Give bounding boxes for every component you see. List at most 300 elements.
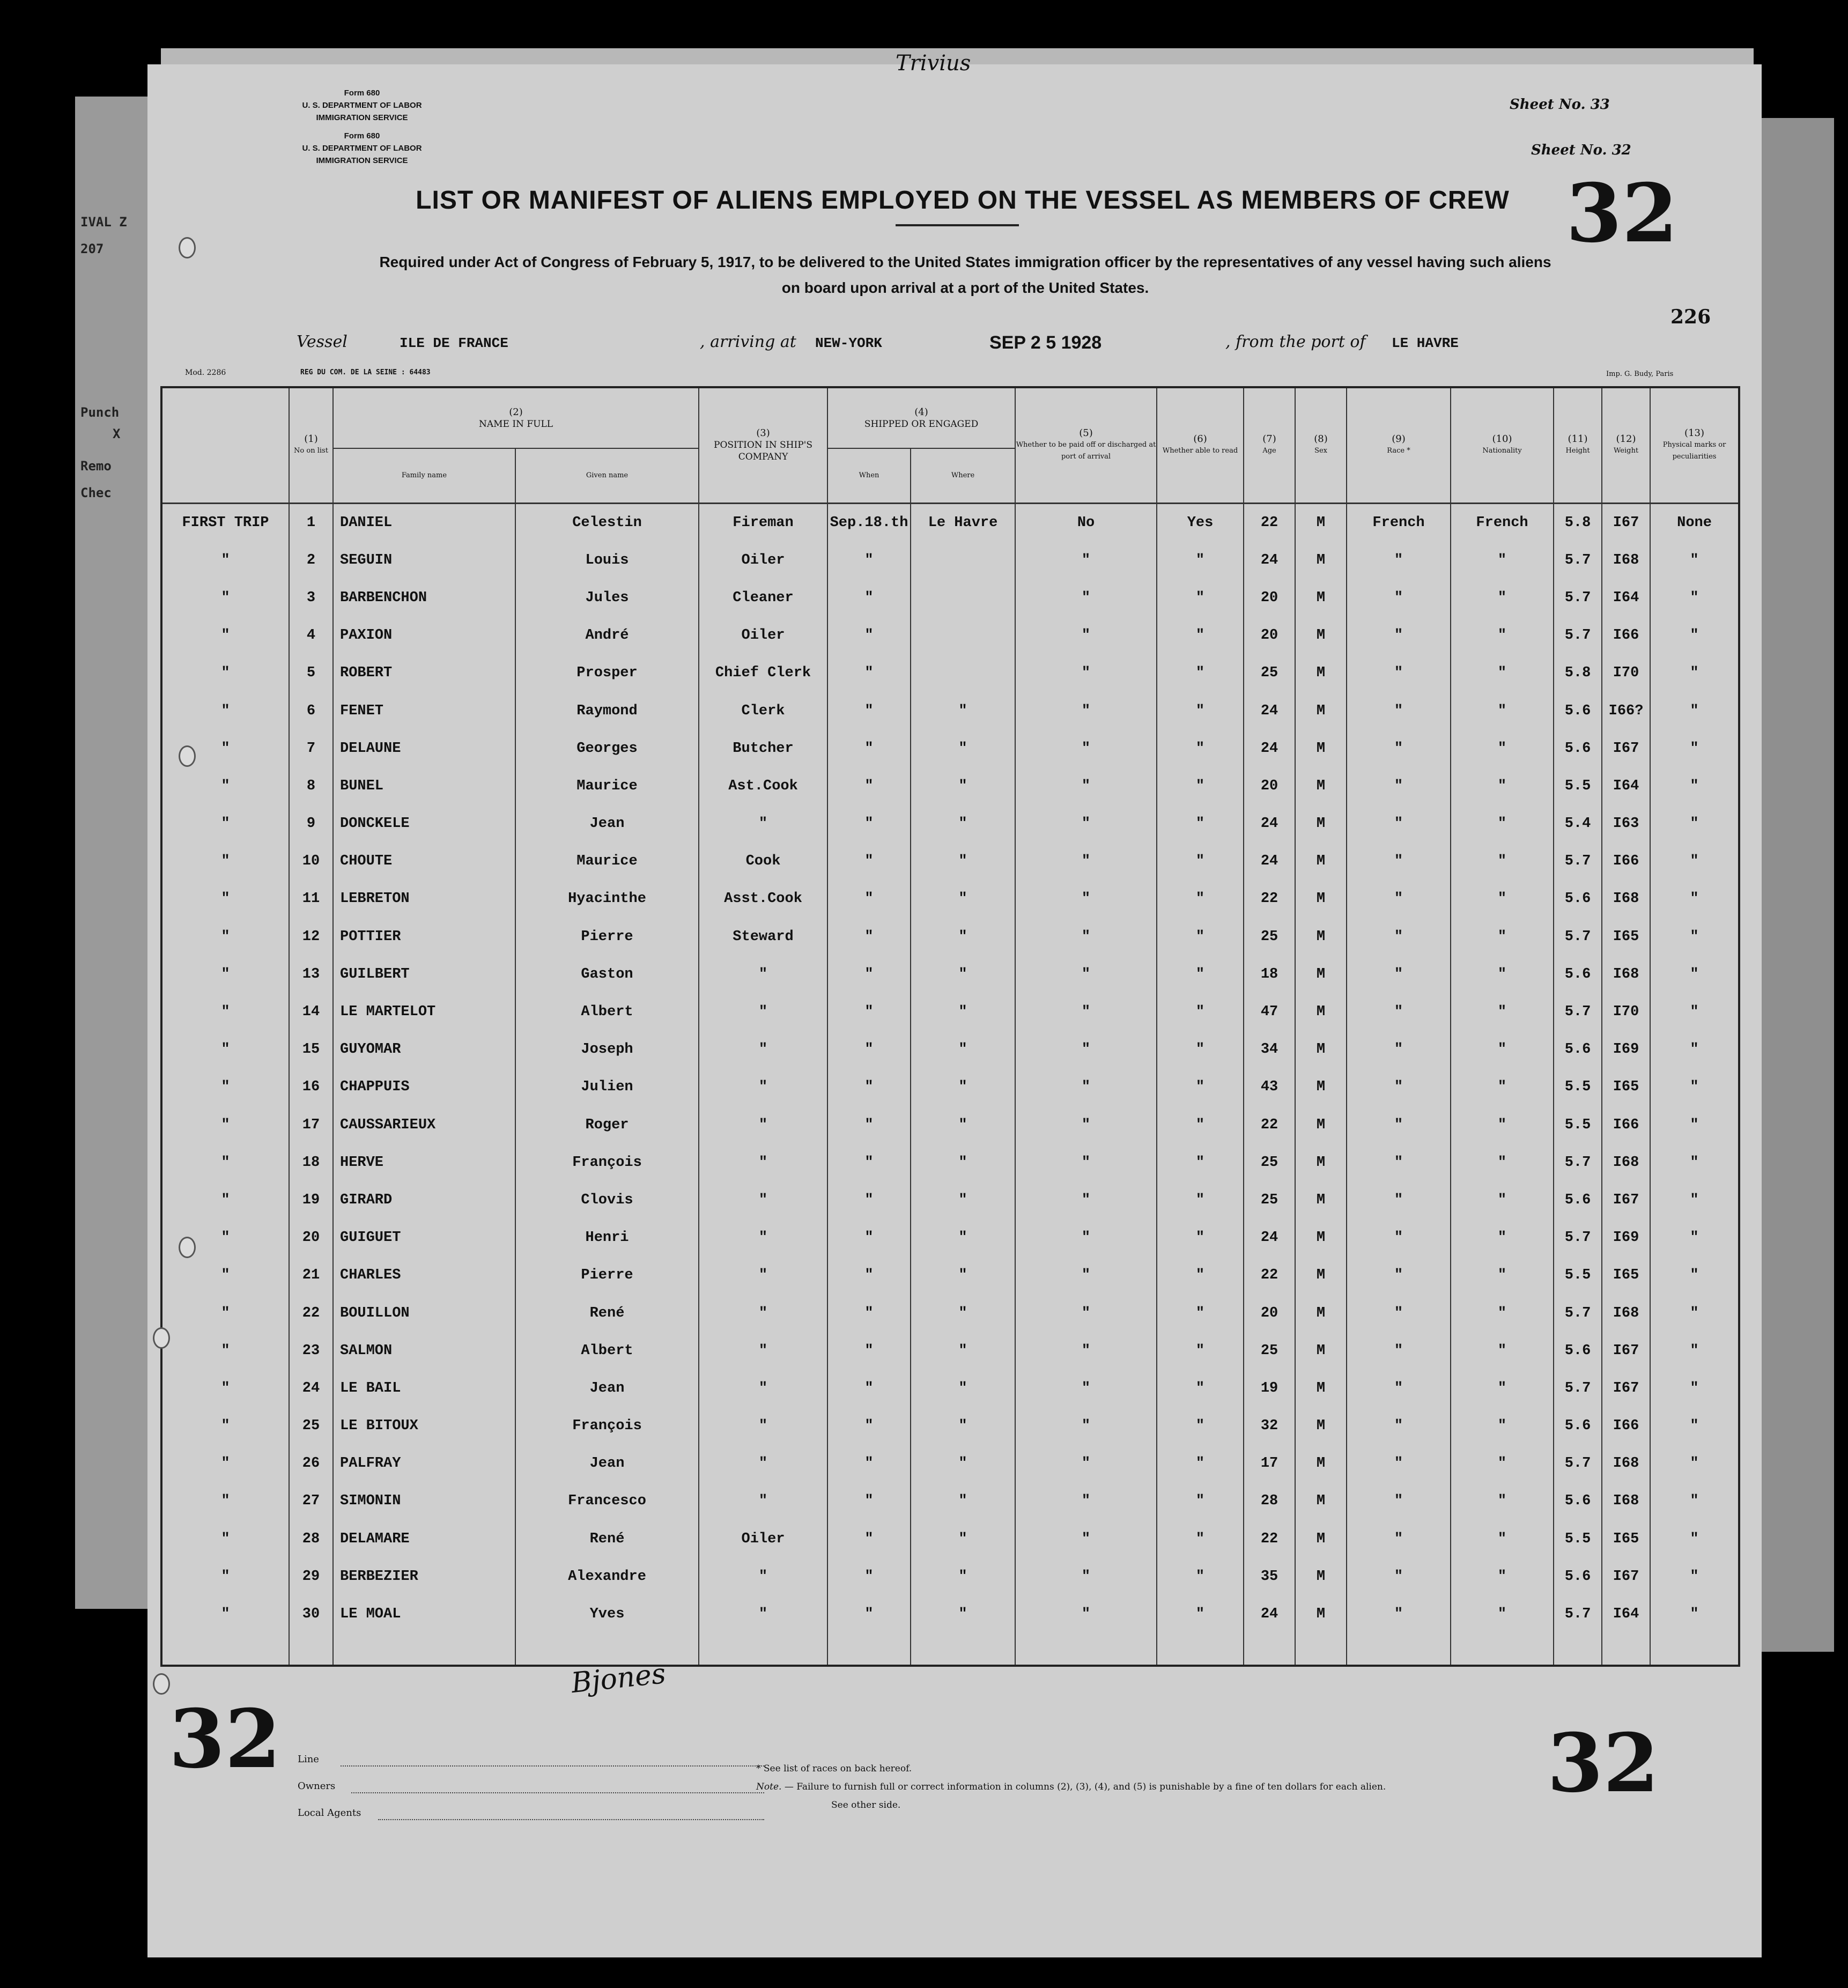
- read-cell: ": [1157, 1332, 1244, 1370]
- sheet-stamp: 32: [1547, 1716, 1659, 1810]
- position-cell: Cleaner: [699, 579, 827, 617]
- when-cell: ": [827, 1482, 911, 1520]
- no-cell: 11: [289, 880, 333, 918]
- paid-cell: ": [1015, 1181, 1157, 1219]
- col-sex-header: [1295, 388, 1347, 503]
- marks-cell: ": [1690, 665, 1699, 682]
- where-cell: ": [911, 805, 1015, 843]
- marks-cell: ": [1690, 1568, 1699, 1585]
- col-num: (7): [1262, 433, 1276, 445]
- height-cell: 5.7: [1554, 843, 1602, 880]
- weight-cell: I67: [1602, 1558, 1650, 1595]
- age-cell: 20: [1244, 767, 1295, 805]
- height-cell: 5.8: [1554, 654, 1602, 692]
- strip-text: Remo: [80, 459, 112, 474]
- age-cell: 22: [1244, 1257, 1295, 1294]
- race-cell: ": [1347, 579, 1451, 617]
- height-cell: 5.6: [1554, 1181, 1602, 1219]
- read-cell: ": [1157, 1520, 1244, 1558]
- trip-cell: ": [162, 1144, 289, 1181]
- table-row: [162, 617, 1738, 654]
- sex-cell: M: [1295, 1370, 1347, 1407]
- sex-cell: M: [1295, 1031, 1347, 1068]
- age-cell: 24: [1244, 692, 1295, 729]
- nationality-cell: ": [1451, 1181, 1554, 1219]
- sex-cell: M: [1295, 730, 1347, 767]
- when-cell: ": [827, 1520, 911, 1558]
- trip-cell: ": [162, 843, 289, 880]
- marks-cell: ": [1690, 966, 1699, 982]
- sheet-number: Sheet No. 33: [1510, 97, 1610, 113]
- sex-cell: M: [1295, 1181, 1347, 1219]
- col-num: (5): [1079, 427, 1093, 439]
- weight-cell: I65: [1602, 1068, 1650, 1106]
- when-cell: ": [827, 1294, 911, 1332]
- race-cell: ": [1347, 1257, 1451, 1294]
- weight-cell: I66: [1602, 1106, 1650, 1144]
- paid-cell: ": [1015, 767, 1157, 805]
- trip-cell: ": [162, 880, 289, 918]
- trip-cell: ": [162, 1068, 289, 1106]
- age-cell: 20: [1244, 1294, 1295, 1332]
- blank-cell: [827, 1633, 911, 1665]
- marks-cell: ": [1690, 627, 1699, 644]
- vessel-label: Vessel: [297, 332, 348, 351]
- col-where-header: Where: [911, 448, 1015, 503]
- race-cell: ": [1347, 654, 1451, 692]
- nationality-cell: ": [1451, 843, 1554, 880]
- no-cell: 22: [289, 1294, 333, 1332]
- marks-cell: ": [1690, 552, 1699, 568]
- nationality-cell: ": [1451, 1558, 1554, 1595]
- age-cell: 25: [1244, 1144, 1295, 1181]
- when-cell: ": [827, 1106, 911, 1144]
- sheet-stamp: 32: [169, 1692, 281, 1786]
- age-cell: 22: [1244, 1106, 1295, 1144]
- right-margin-strip: [1754, 118, 1834, 1652]
- when-cell: ": [827, 1595, 911, 1633]
- age-cell: 20: [1244, 617, 1295, 654]
- strip-text: Chec: [80, 485, 112, 500]
- trip-cell: ": [162, 1332, 289, 1370]
- position-cell: Chief Clerk: [699, 654, 827, 692]
- trip-cell: ": [162, 730, 289, 767]
- strip-text: IVAL Z: [80, 215, 127, 230]
- race-cell: ": [1347, 1407, 1451, 1445]
- trip-cell: ": [162, 1370, 289, 1407]
- family-name-cell: BOUILLON: [333, 1294, 515, 1332]
- nationality-cell: ": [1451, 617, 1554, 654]
- no-cell: 24: [289, 1370, 333, 1407]
- read-cell: ": [1157, 1219, 1244, 1257]
- given-name-cell: Jules: [515, 579, 699, 617]
- nationality-cell: ": [1451, 542, 1554, 579]
- race-cell: ": [1347, 805, 1451, 843]
- race-cell: ": [1347, 617, 1451, 654]
- given-name-cell: Henri: [515, 1219, 699, 1257]
- trip-cell: ": [162, 1407, 289, 1445]
- position-cell: ": [699, 1031, 827, 1068]
- paid-cell: ": [1015, 1294, 1157, 1332]
- age-cell: 43: [1244, 1068, 1295, 1106]
- marks-cell: ": [1690, 1117, 1699, 1133]
- col-family-name-header: Family name: [333, 448, 515, 503]
- where-cell: ": [911, 1257, 1015, 1294]
- trip-cell: ": [162, 1445, 289, 1482]
- trip-cell: ": [162, 805, 289, 843]
- weight-cell: I65: [1602, 1520, 1650, 1558]
- trip-cell: ": [162, 1106, 289, 1144]
- race-cell: ": [1347, 1031, 1451, 1068]
- manifest-page: [147, 51, 1762, 1957]
- col-label: Race *: [1387, 447, 1410, 455]
- weight-cell: I68: [1602, 880, 1650, 918]
- table-row: [162, 654, 1738, 692]
- where-cell: ": [911, 1445, 1015, 1482]
- col-num: (3): [756, 427, 770, 439]
- when-cell: ": [827, 730, 911, 767]
- nationality-cell: ": [1451, 1068, 1554, 1106]
- no-cell: 29: [289, 1558, 333, 1595]
- height-cell: 5.6: [1554, 1482, 1602, 1520]
- crew-rows: [162, 503, 1738, 1665]
- nationality-cell: ": [1451, 1370, 1554, 1407]
- col-age-header: [1244, 388, 1295, 503]
- where-cell: ": [911, 692, 1015, 729]
- where-cell: ": [911, 918, 1015, 956]
- marks-cell: ": [1690, 1531, 1699, 1547]
- weight-cell: I68: [1602, 1445, 1650, 1482]
- trip-cell: ": [162, 1257, 289, 1294]
- race-cell: ": [1347, 918, 1451, 956]
- position-cell: ": [699, 1181, 827, 1219]
- col-label: Height: [1565, 447, 1590, 455]
- when-cell: ": [827, 956, 911, 993]
- where-cell: ": [911, 1595, 1015, 1633]
- blank-cell: [1650, 1633, 1738, 1665]
- table-row: [162, 880, 1738, 918]
- read-cell: ": [1157, 1106, 1244, 1144]
- weight-cell: I68: [1602, 1294, 1650, 1332]
- given-name-cell: Hyacinthe: [515, 880, 699, 918]
- height-cell: 5.5: [1554, 1106, 1602, 1144]
- where-cell: ": [911, 1031, 1015, 1068]
- position-cell: Oiler: [699, 1520, 827, 1558]
- given-name-cell: Julien: [515, 1068, 699, 1106]
- table-row: [162, 1257, 1738, 1294]
- given-name-cell: Raymond: [515, 692, 699, 729]
- family-name-cell: DELAUNE: [333, 730, 515, 767]
- position-cell: Ast.Cook: [699, 767, 827, 805]
- race-cell: ": [1347, 767, 1451, 805]
- sex-cell: M: [1295, 843, 1347, 880]
- marks-cell: ": [1690, 1192, 1699, 1208]
- punch-hole: [179, 237, 196, 258]
- height-cell: 5.6: [1554, 880, 1602, 918]
- family-name-cell: LE MOAL: [333, 1595, 515, 1633]
- weight-cell: I64: [1602, 579, 1650, 617]
- marks-cell: ": [1690, 928, 1699, 945]
- read-cell: ": [1157, 1257, 1244, 1294]
- marks-cell: ": [1690, 853, 1699, 870]
- trip-cell: ": [162, 767, 289, 805]
- marks-cell: ": [1690, 740, 1699, 757]
- subtitle-line: Required under Act of Congress of February 5, 1917, to be delivered to the United States immigration officer by the representatives of any vessel having such aliens: [379, 254, 1551, 270]
- where-cell: ": [911, 1370, 1015, 1407]
- where-cell: ": [911, 767, 1015, 805]
- age-cell: 32: [1244, 1407, 1295, 1445]
- read-cell: ": [1157, 1407, 1244, 1445]
- sex-cell: M: [1295, 880, 1347, 918]
- when-cell: ": [827, 880, 911, 918]
- table-row: [162, 1031, 1738, 1068]
- nationality-cell: ": [1451, 993, 1554, 1031]
- nationality-cell: ": [1451, 692, 1554, 729]
- family-name-cell: ROBERT: [333, 654, 515, 692]
- height-cell: 5.7: [1554, 1370, 1602, 1407]
- height-cell: 5.7: [1554, 918, 1602, 956]
- position-cell: ": [699, 1407, 827, 1445]
- sex-cell: M: [1295, 692, 1347, 729]
- read-cell: ": [1157, 767, 1244, 805]
- where-cell: ": [911, 843, 1015, 880]
- registration: REG DU COM. DE LA SEINE : 64483: [300, 368, 431, 376]
- sex-cell: M: [1295, 805, 1347, 843]
- no-cell: 9: [289, 805, 333, 843]
- family-name-cell: GUIGUET: [333, 1219, 515, 1257]
- col-num: (13): [1684, 427, 1704, 439]
- weight-cell: I67: [1602, 730, 1650, 767]
- race-cell: ": [1347, 692, 1451, 729]
- race-cell: ": [1347, 542, 1451, 579]
- nationality-cell: ": [1451, 880, 1554, 918]
- given-name-cell: Prosper: [515, 654, 699, 692]
- marks-cell: ": [1690, 1079, 1699, 1096]
- table-row: [162, 1370, 1738, 1407]
- nationality-cell: ": [1451, 767, 1554, 805]
- position-cell: ": [699, 1294, 827, 1332]
- race-cell: ": [1347, 1445, 1451, 1482]
- family-name-cell: LEBRETON: [333, 880, 515, 918]
- family-name-cell: CHARLES: [333, 1257, 515, 1294]
- title-underline: [896, 224, 1019, 226]
- age-cell: 24: [1244, 730, 1295, 767]
- table-row: [162, 730, 1738, 767]
- when-cell: ": [827, 617, 911, 654]
- height-cell: 5.6: [1554, 1332, 1602, 1370]
- sex-cell: M: [1295, 1482, 1347, 1520]
- race-cell: ": [1347, 1106, 1451, 1144]
- marks-cell: ": [1690, 1455, 1699, 1472]
- family-name-cell: SEGUIN: [333, 542, 515, 579]
- col-label: Whether able to read: [1162, 447, 1238, 455]
- vessel-name: ILE DE FRANCE: [400, 335, 508, 351]
- blank-cell: [1295, 1633, 1347, 1665]
- family-name-cell: PAXION: [333, 617, 515, 654]
- read-cell: ": [1157, 692, 1244, 729]
- read-cell: ": [1157, 1144, 1244, 1181]
- marks-cell: ": [1690, 589, 1699, 606]
- col-height-header: [1554, 388, 1602, 503]
- where-cell: ": [911, 1482, 1015, 1520]
- when-cell: ": [827, 1219, 911, 1257]
- table-row: [162, 579, 1738, 617]
- table-row: [162, 1445, 1738, 1482]
- col-shipped-header: [827, 388, 1015, 448]
- table-row: [162, 1482, 1738, 1520]
- read-cell: ": [1157, 1068, 1244, 1106]
- family-name-cell: POTTIER: [333, 918, 515, 956]
- weight-cell: I66?: [1602, 692, 1650, 729]
- no-cell: 3: [289, 579, 333, 617]
- when-cell: Sep.18.th: [827, 503, 911, 542]
- given-name-cell: Clovis: [515, 1181, 699, 1219]
- where-cell: ": [911, 1106, 1015, 1144]
- blank-cell: [1157, 1633, 1244, 1665]
- sex-cell: M: [1295, 1445, 1347, 1482]
- race-cell: ": [1347, 730, 1451, 767]
- where-cell: ": [911, 1520, 1015, 1558]
- race-cell: ": [1347, 1181, 1451, 1219]
- table-row: [162, 1294, 1738, 1332]
- where-cell: [911, 542, 1015, 579]
- position-cell: ": [699, 1482, 827, 1520]
- read-cell: ": [1157, 1181, 1244, 1219]
- col-label: No on list: [294, 447, 328, 455]
- when-cell: ": [827, 1257, 911, 1294]
- weight-cell: I64: [1602, 1595, 1650, 1633]
- marks-cell: ": [1690, 1041, 1699, 1058]
- read-cell: ": [1157, 1031, 1244, 1068]
- race-cell: ": [1347, 1332, 1451, 1370]
- family-name-cell: LE MARTELOT: [333, 993, 515, 1031]
- family-name-cell: GIRARD: [333, 1181, 515, 1219]
- table-row: [162, 1595, 1738, 1633]
- when-cell: ": [827, 767, 911, 805]
- blank-cell: [289, 1633, 333, 1665]
- where-cell: [911, 579, 1015, 617]
- trip-cell: ": [162, 617, 289, 654]
- blank-cell: [515, 1633, 699, 1665]
- table-row: [162, 1144, 1738, 1181]
- family-name-cell: DELAMARE: [333, 1520, 515, 1558]
- sex-cell: M: [1295, 1520, 1347, 1558]
- read-cell: ": [1157, 1445, 1244, 1482]
- age-cell: 22: [1244, 503, 1295, 542]
- age-cell: 19: [1244, 1370, 1295, 1407]
- given-name-cell: Celestin: [515, 503, 699, 542]
- read-cell: ": [1157, 993, 1244, 1031]
- paid-cell: ": [1015, 579, 1157, 617]
- position-cell: Asst.Cook: [699, 880, 827, 918]
- sex-cell: M: [1295, 579, 1347, 617]
- when-cell: ": [827, 805, 911, 843]
- family-name-cell: BUNEL: [333, 767, 515, 805]
- paid-cell: ": [1015, 1144, 1157, 1181]
- family-name-cell: BARBENCHON: [333, 579, 515, 617]
- marks-cell: ": [1690, 1154, 1699, 1171]
- weight-cell: I69: [1602, 1031, 1650, 1068]
- nationality-cell: ": [1451, 1144, 1554, 1181]
- nationality-cell: ": [1451, 1595, 1554, 1633]
- weight-cell: I63: [1602, 805, 1650, 843]
- height-cell: 5.7: [1554, 542, 1602, 579]
- sheet-stamp: 32: [1566, 166, 1678, 261]
- no-cell: 18: [289, 1144, 333, 1181]
- no-cell: 16: [289, 1068, 333, 1106]
- col-read-header: [1157, 388, 1244, 503]
- age-cell: 20: [1244, 579, 1295, 617]
- height-cell: 5.8: [1554, 503, 1602, 542]
- age-cell: 18: [1244, 956, 1295, 993]
- paid-cell: ": [1015, 1558, 1157, 1595]
- weight-cell: I68: [1602, 542, 1650, 579]
- col-label: Physical marks or peculiarities: [1662, 441, 1726, 461]
- col-given-name-header: Given name: [515, 448, 699, 503]
- weight-cell: I65: [1602, 918, 1650, 956]
- penalty-note: [756, 1782, 1598, 1792]
- read-cell: ": [1157, 956, 1244, 993]
- paid-cell: ": [1015, 1257, 1157, 1294]
- when-cell: ": [827, 1332, 911, 1370]
- when-cell: ": [827, 579, 911, 617]
- sex-cell: M: [1295, 1257, 1347, 1294]
- marks-cell: ": [1690, 1267, 1699, 1284]
- blank-cell: [1451, 1633, 1554, 1665]
- department: U. S. DEPARTMENT OF LABOR: [302, 101, 422, 110]
- paid-cell: ": [1015, 880, 1157, 918]
- height-cell: 5.6: [1554, 1558, 1602, 1595]
- position-cell: ": [699, 1219, 827, 1257]
- height-cell: 5.7: [1554, 1219, 1602, 1257]
- punch-hole: [179, 1237, 196, 1258]
- col-paid-header: [1015, 388, 1157, 503]
- marks-cell: ": [1690, 1004, 1699, 1021]
- trip-cell: ": [162, 654, 289, 692]
- marks-cell: ": [1690, 1606, 1699, 1623]
- note-label: Note.: [756, 1782, 782, 1792]
- when-cell: ": [827, 1407, 911, 1445]
- when-cell: ": [827, 654, 911, 692]
- paid-cell: ": [1015, 692, 1157, 729]
- no-cell: 2: [289, 542, 333, 579]
- race-cell: ": [1347, 1558, 1451, 1595]
- position-cell: ": [699, 1558, 827, 1595]
- position-cell: Clerk: [699, 692, 827, 729]
- paid-cell: ": [1015, 918, 1157, 956]
- no-cell: 6: [289, 692, 333, 729]
- no-cell: 8: [289, 767, 333, 805]
- given-name-cell: Pierre: [515, 1257, 699, 1294]
- no-cell: 23: [289, 1332, 333, 1370]
- nationality-cell: ": [1451, 1106, 1554, 1144]
- read-cell: ": [1157, 843, 1244, 880]
- sex-cell: M: [1295, 503, 1347, 542]
- family-name-cell: HERVE: [333, 1144, 515, 1181]
- weight-cell: I64: [1602, 767, 1650, 805]
- given-name-cell: Joseph: [515, 1031, 699, 1068]
- weight-cell: I66: [1602, 1407, 1650, 1445]
- page-number: 226: [1670, 306, 1711, 328]
- table-row: [162, 692, 1738, 729]
- height-cell: 5.6: [1554, 1031, 1602, 1068]
- position-cell: Fireman: [699, 503, 827, 542]
- race-cell: ": [1347, 1482, 1451, 1520]
- position-cell: Oiler: [699, 542, 827, 579]
- paid-cell: ": [1015, 1219, 1157, 1257]
- age-cell: 17: [1244, 1445, 1295, 1482]
- when-cell: ": [827, 918, 911, 956]
